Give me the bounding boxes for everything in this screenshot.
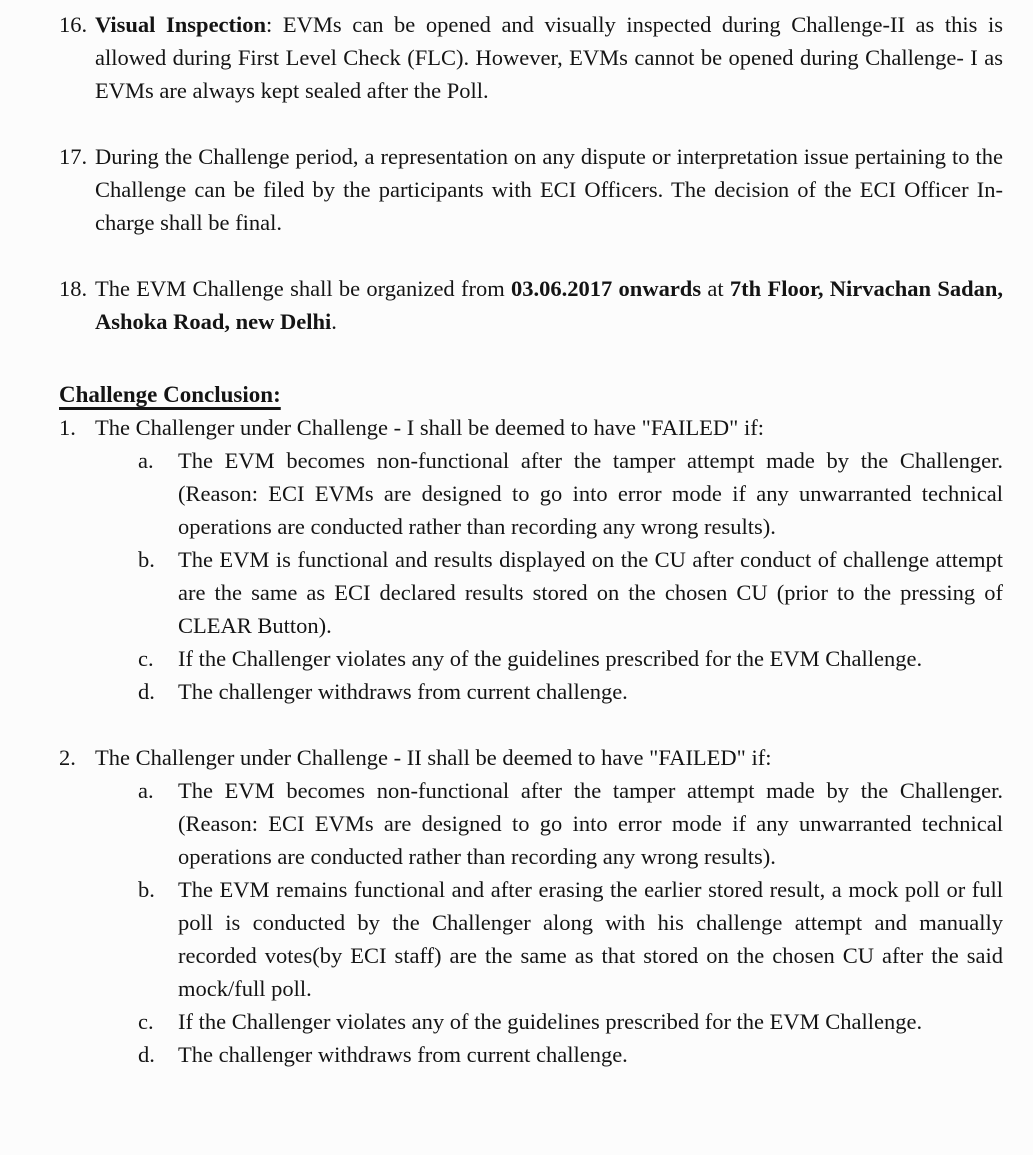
sub-item-text (178, 873, 1003, 1005)
sub-item-letter: b. (138, 547, 155, 572)
conclusion-item-2a (138, 774, 1003, 873)
text-run: The challenger withdraws from current challenge. (178, 1042, 628, 1067)
item-18 (59, 272, 1003, 338)
item-number: 1. (59, 415, 76, 440)
item-text (95, 8, 1003, 107)
text-run: The EVM Challenge shall be organized from (95, 276, 512, 301)
sub-item-letter: b. (138, 877, 155, 902)
sub-item-letter: c. (138, 1009, 154, 1034)
bold-text-run: 03.06.2017 onwards (511, 276, 702, 301)
text-run: : EVMs can be opened and visually inspected during Challenge-II as this is allowed during First Level Check (FLC). However, EVMs cannot be opened during Challenge- I as EVMs are always kept sealed after the Poll. (95, 12, 1003, 103)
sub-item-text (178, 543, 1003, 642)
text-run: The challenger withdraws from current challenge. (178, 679, 628, 704)
text-run: The Challenger under Challenge - II shall be deemed to have "FAILED" if: (95, 745, 772, 770)
item-body (95, 8, 1003, 107)
document-content (59, 8, 1003, 1071)
sub-item-text (178, 642, 1003, 675)
bold-text-run: 7th Floor, Nirvachan Sadan, Ashoka Road, new Delhi (95, 276, 1003, 334)
text-run: The EVM becomes non-functional after the tamper attempt made by the Challenger. (Reason: ECI EVMs are designed to go into error mode if any unwarranted technical operations are conducted rather than recording any wrong results). (178, 778, 1003, 869)
text-run: The EVM remains functional and after erasing the earlier stored result, a mock poll or full poll is conducted by the Challenger along with his challenge attempt and manually recorded votes(by ECI staff) are the same as that stored on the chosen CU after the said mock/full poll. (178, 877, 1003, 1001)
conclusion-item-1a (138, 444, 1003, 543)
item-16 (59, 8, 1003, 107)
text-run: If the Challenger violates any of the guidelines prescribed for the EVM Challenge. (178, 1009, 923, 1034)
text-run: . (331, 309, 337, 334)
item-body (95, 140, 1003, 239)
sub-item-text (178, 444, 1003, 543)
text-run: at (701, 276, 730, 301)
sub-item-letter: c. (138, 646, 154, 671)
conclusion-item-2d (138, 1038, 1003, 1071)
conclusion-item-2b (138, 873, 1003, 1005)
item-number: 17. (59, 144, 88, 169)
item-body (95, 411, 1003, 708)
item-body (95, 272, 1003, 338)
challenge-conclusion-heading (59, 378, 1003, 411)
text-run: During the Challenge period, a representation on any dispute or interpretation issue pertaining to the Challenge can be filed by the participants with ECI Officers. The decision of the ECI Officer In-charge shall be final. (95, 144, 1003, 235)
section-heading-text: Challenge Conclusion: (59, 382, 281, 407)
item-body (95, 741, 1003, 1071)
item-17 (59, 140, 1003, 239)
item-number: 2. (59, 745, 76, 770)
text-run: The EVM becomes non-functional after the tamper attempt made by the Challenger. (Reason: ECI EVMs are designed to go into error mode if any unwarranted technical operations are conducted rather than recording any wrong results). (178, 448, 1003, 539)
sub-item-letter: d. (138, 1042, 155, 1067)
item-text (95, 272, 1003, 338)
conclusion-item-1d (138, 675, 1003, 708)
bold-text-run: Visual Inspection (95, 12, 267, 37)
text-run: If the Challenger violates any of the guidelines prescribed for the EVM Challenge. (178, 646, 923, 671)
text-run: The Challenger under Challenge - I shall be deemed to have "FAILED" if: (95, 415, 764, 440)
conclusion-item-1c (138, 642, 1003, 675)
sub-item-text (178, 1038, 1003, 1071)
item-text (95, 411, 1003, 444)
item-number: 18. (59, 276, 88, 301)
sub-item-text (178, 1005, 1003, 1038)
sub-item-letter: a. (138, 778, 154, 803)
sub-item-letter: d. (138, 679, 155, 704)
conclusion-item-2 (59, 741, 1003, 1071)
text-run: The EVM is functional and results displayed on the CU after conduct of challenge attempt are the same as ECI declared results stored on the chosen CU (prior to the pressing of CLEAR Button). (178, 547, 1003, 638)
conclusion-item-1 (59, 411, 1003, 708)
item-text (95, 140, 1003, 239)
sub-item-text (178, 774, 1003, 873)
item-number: 16. (59, 12, 88, 37)
sub-item-text (178, 675, 1003, 708)
item-text (95, 741, 1003, 774)
conclusion-item-2c (138, 1005, 1003, 1038)
sub-item-letter: a. (138, 448, 154, 473)
conclusion-item-1b (138, 543, 1003, 642)
